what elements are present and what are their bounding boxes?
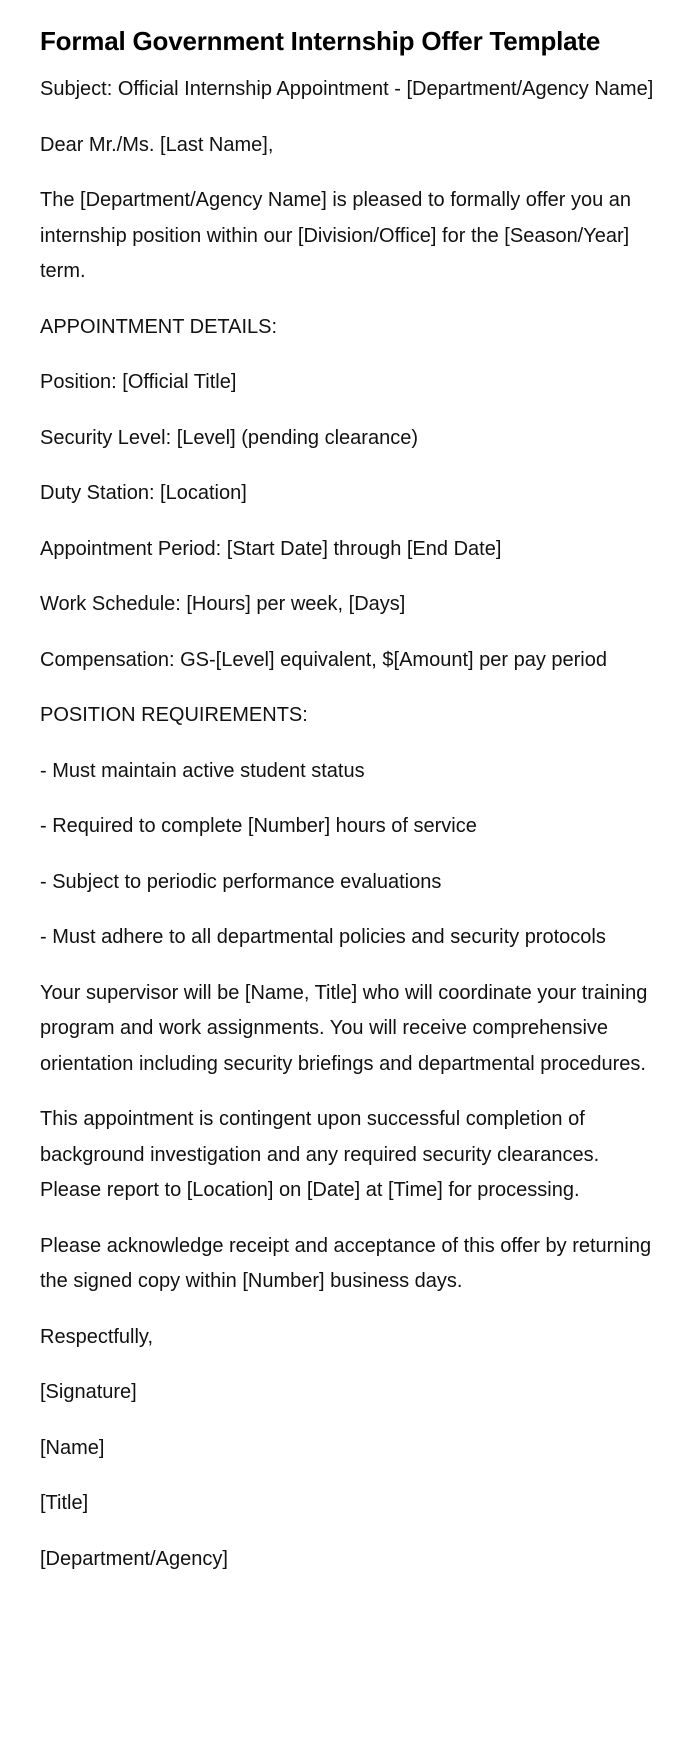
requirement-item: - Must adhere to all departmental policies and security protocols — [40, 926, 606, 948]
requirement-item: - Required to complete [Number] hours of service — [40, 815, 477, 837]
requirement-item: - Subject to periodic performance evaluations — [40, 870, 442, 893]
appointment-detail-work-schedule: Work Schedule: [Hours] per week, [Days] — [40, 593, 406, 615]
contingency-paragraph: This appointment is contingent upon successful completion of background investigation and any required security clearances. Please report to [Location] on [Date] at [Time] for processing. — [40, 1108, 600, 1201]
signer-department: [Department/Agency] — [40, 1547, 228, 1570]
signer-name: [Name] — [40, 1436, 105, 1459]
appointment-detail-compensation: Compensation: GS-[Level] equivalent, $[Amount] per pay period — [40, 648, 607, 671]
acknowledgement-paragraph: Please acknowledge receipt and acceptance of this offer by returning the signed copy within [Number] business days. — [40, 1234, 652, 1292]
document-title: Formal Government Internship Offer Template — [40, 26, 601, 56]
closing-line: Respectfully, — [40, 1325, 154, 1348]
appointment-detail-security-level: Security Level: [Level] (pending clearance) — [40, 426, 418, 449]
signature-line: [Signature] — [40, 1381, 137, 1403]
position-requirements-heading: POSITION REQUIREMENTS: — [40, 704, 308, 726]
appointment-detail-duty-station: Duty Station: [Location] — [40, 482, 247, 504]
appointment-details-heading: APPOINTMENT DETAILS: — [40, 315, 278, 338]
supervisor-paragraph: Your supervisor will be [Name, Title] who will coordinate your training program and work assignments. You will receive comprehensive orientation including security briefings and departmental procedures. — [40, 981, 648, 1075]
signer-title: [Title] — [40, 1492, 89, 1514]
salutation: Dear Mr./Ms. [Last Name], — [40, 133, 274, 156]
intro-paragraph: The [Department/Agency Name] is pleased to formally offer you an internship position within our [Division/Office] for the [Season/Year] term. — [40, 189, 632, 282]
subject-line: Subject: Official Internship Appointment - [Department/Agency Name] — [40, 78, 654, 100]
requirement-item: - Must maintain active student status — [40, 759, 365, 782]
appointment-detail-period: Appointment Period: [Start Date] through [End Date] — [40, 537, 502, 560]
appointment-detail-position: Position: [Official Title] — [40, 371, 237, 393]
